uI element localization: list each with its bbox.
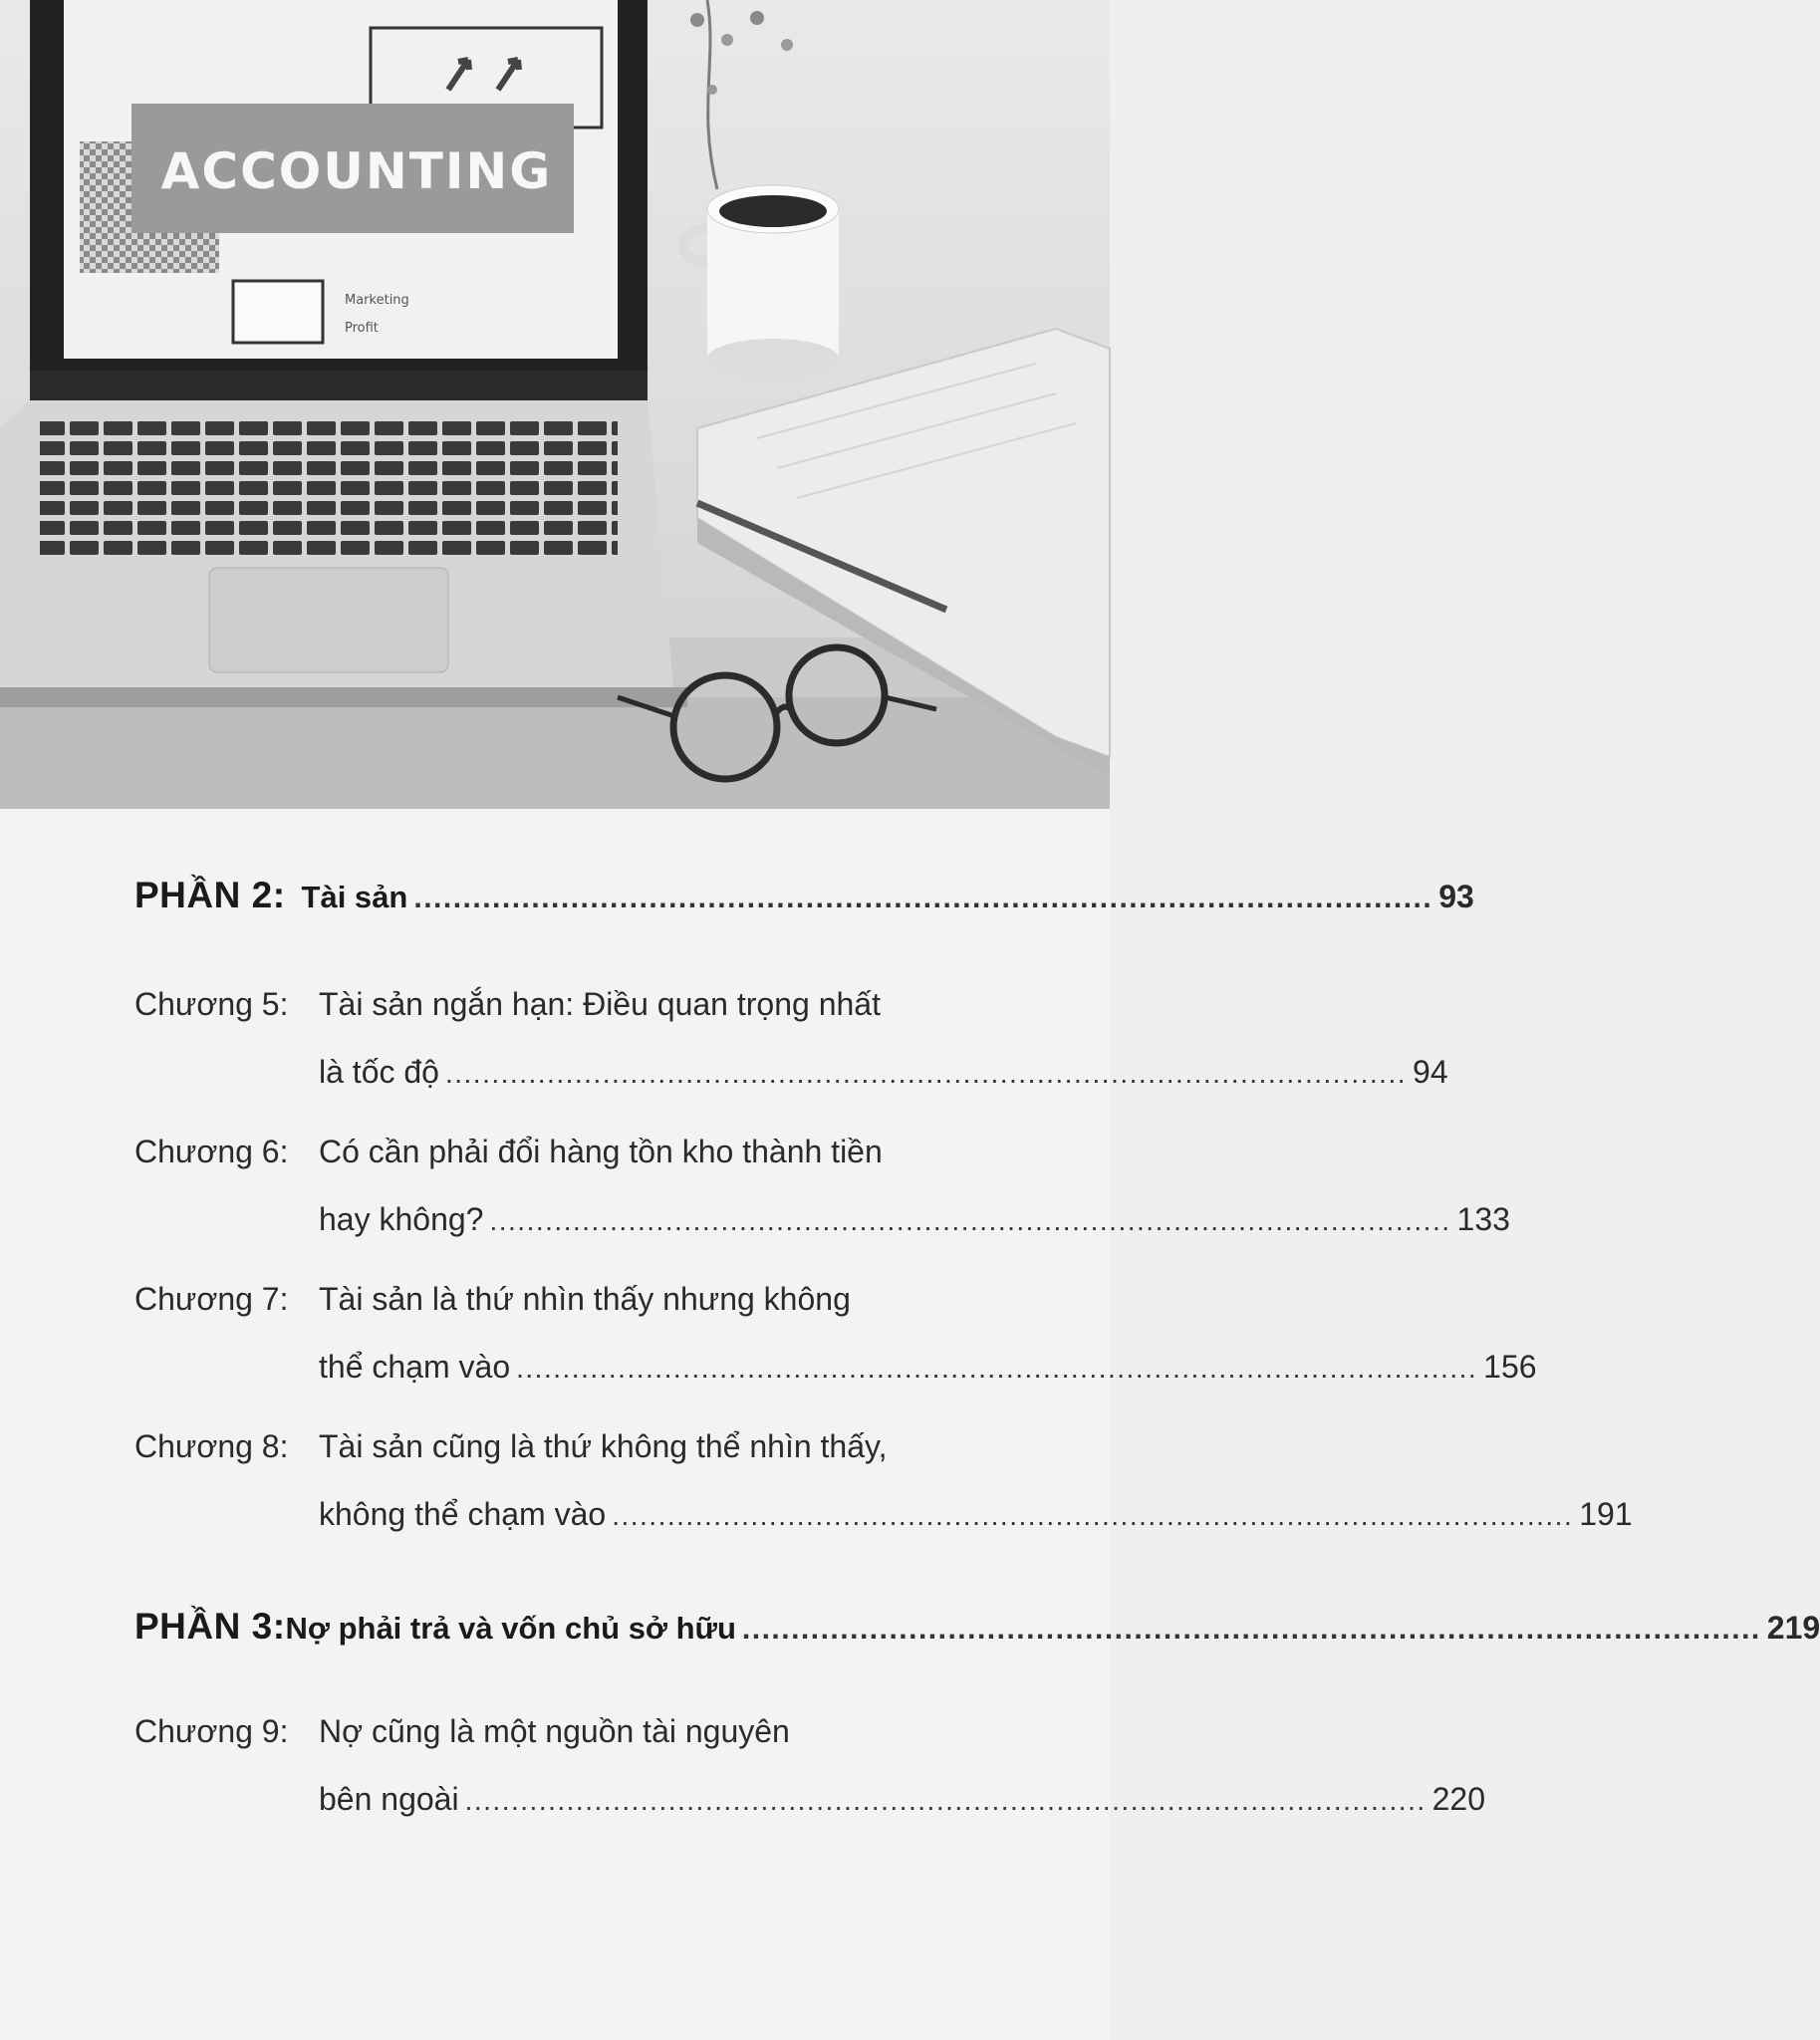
toc-chapter-9-line2[interactable] bbox=[319, 1781, 1486, 1818]
toc-chapter-9[interactable] bbox=[134, 1713, 790, 1750]
dot-leader: ........................................................................................................ bbox=[516, 1353, 1478, 1384]
toc-chapter-6-line2[interactable] bbox=[319, 1201, 1510, 1238]
chapter-label: Chương 8: bbox=[134, 1428, 289, 1464]
chapter-label: Chương 7: bbox=[134, 1281, 289, 1317]
chapter-title-line2: là tốc độ bbox=[319, 1054, 439, 1090]
page-number: 93 bbox=[1438, 879, 1474, 914]
toc-chapter-7[interactable] bbox=[134, 1281, 851, 1318]
dot-leader: ........................................................................................................ bbox=[612, 1500, 1574, 1531]
part-label: PHẦN 3: bbox=[134, 1606, 286, 1647]
screen-note-profit: Profit bbox=[345, 321, 379, 336]
chapter-title-line2: không thể chạm vào bbox=[319, 1496, 607, 1532]
page-number: 219 bbox=[1766, 1610, 1820, 1646]
page-number: 191 bbox=[1579, 1496, 1633, 1532]
chapter-title-line2: hay không? bbox=[319, 1201, 484, 1237]
toc-chapter-7-line2[interactable] bbox=[319, 1349, 1537, 1386]
page-number: 156 bbox=[1483, 1349, 1537, 1385]
screen-title: ACCOUNTING bbox=[160, 142, 553, 200]
page-number: 94 bbox=[1413, 1054, 1448, 1090]
chapter-label: Chương 5: bbox=[134, 986, 289, 1022]
page-number: 220 bbox=[1431, 1781, 1486, 1817]
chapter-title-line2: thể chạm vào bbox=[319, 1349, 511, 1385]
screen-note-marketing: Marketing bbox=[345, 293, 409, 308]
dot-leader: ........................................................................................................ bbox=[464, 1785, 1427, 1816]
toc-chapter-8[interactable] bbox=[134, 1428, 888, 1465]
toc-part-2[interactable] bbox=[134, 875, 1474, 916]
dot-leader: ........................................................................................................ bbox=[413, 882, 1433, 914]
part-title: Nợ phải trả và vốn chủ sở hữu bbox=[285, 1611, 736, 1646]
chapter-label: Chương 6: bbox=[134, 1134, 289, 1169]
desk-illustration bbox=[0, 0, 1110, 809]
part-label: PHẦN 2: bbox=[134, 875, 286, 915]
coffee bbox=[719, 195, 827, 227]
table-of-contents bbox=[0, 809, 1820, 2040]
page-number: 133 bbox=[1456, 1201, 1510, 1237]
toc-chapter-8-line2[interactable] bbox=[319, 1496, 1633, 1533]
chapter-label: Chương 9: bbox=[134, 1713, 289, 1749]
chapter-title-line1: Tài sản là thứ nhìn thấy nhưng không bbox=[319, 1281, 851, 1317]
part-title: Tài sản bbox=[301, 880, 408, 914]
chapter-title-line1: Có cần phải đổi hàng tồn kho thành tiền bbox=[319, 1134, 883, 1169]
chapter-title-line1: Tài sản ngắn hạn: Điều quan trọng nhất bbox=[319, 986, 881, 1022]
toc-part-3[interactable] bbox=[134, 1606, 1820, 1648]
toc-chapter-5[interactable] bbox=[134, 986, 881, 1023]
chapter-title-line1: Nợ cũng là một nguồn tài nguyên bbox=[319, 1713, 790, 1749]
toc-chapter-5-line2[interactable] bbox=[319, 1054, 1448, 1091]
chapter-title-line2: bên ngoài bbox=[319, 1781, 459, 1817]
chapter-title-line1: Tài sản cũng là thứ không thể nhìn thấy, bbox=[319, 1428, 888, 1464]
dot-leader: ........................................................................................................ bbox=[489, 1205, 1451, 1236]
dot-leader: ........................................................................................................ bbox=[741, 1613, 1761, 1646]
toc-chapter-6[interactable] bbox=[134, 1134, 883, 1170]
dot-leader: ........................................................................................................ bbox=[444, 1058, 1408, 1089]
cover-photo bbox=[0, 0, 1110, 809]
laptop-keyboard bbox=[40, 418, 618, 558]
